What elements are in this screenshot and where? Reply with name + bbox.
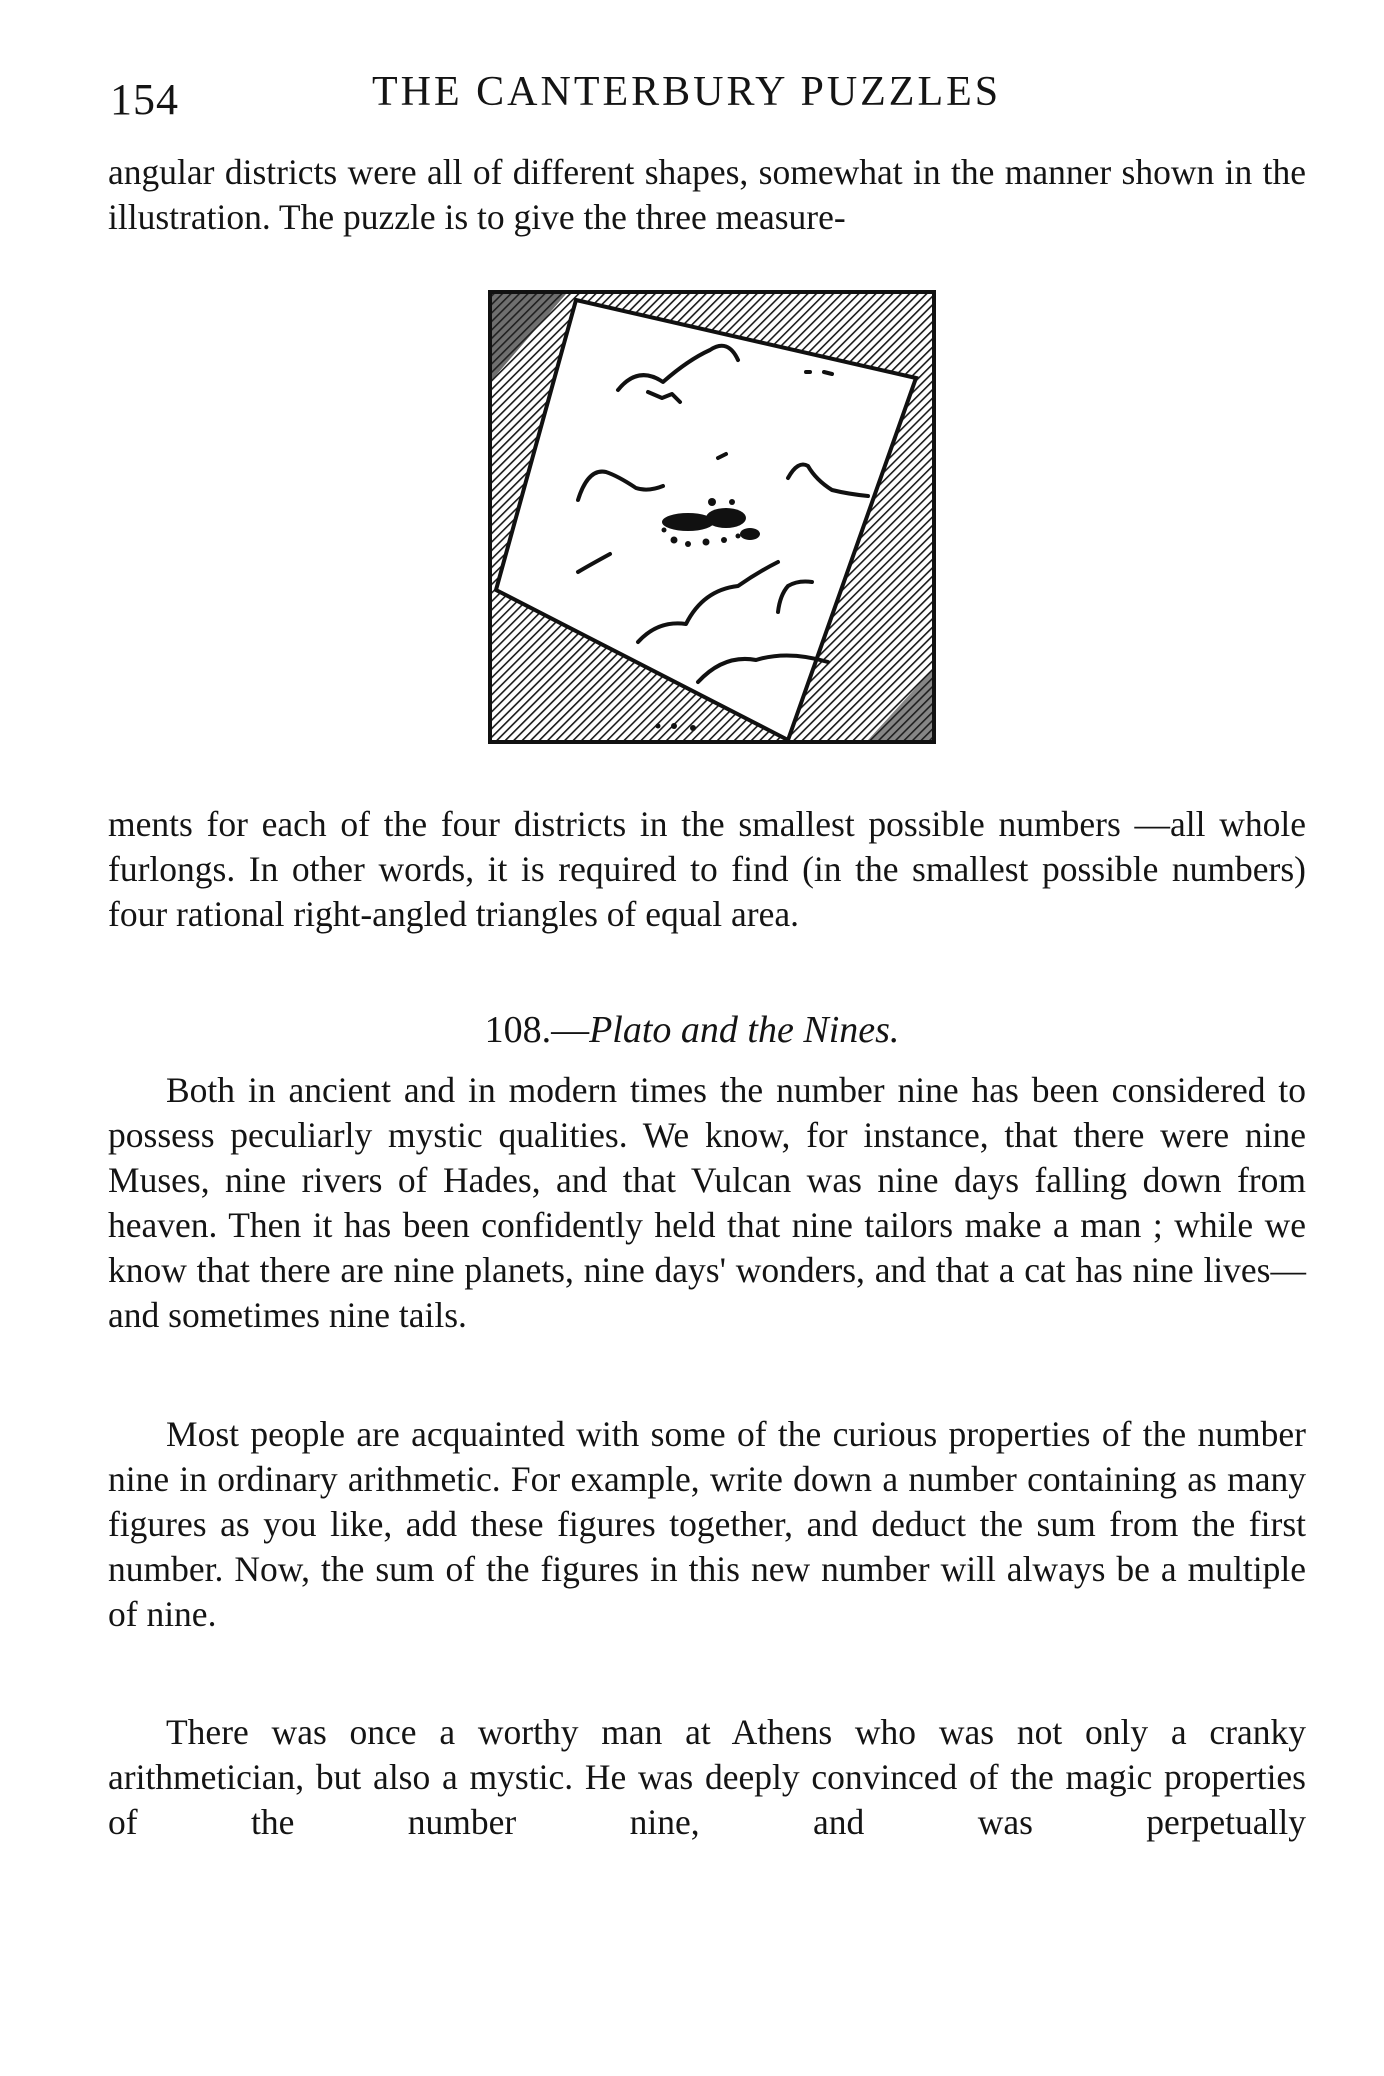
page-number: 154 — [110, 75, 179, 124]
section-title: Plato and the Nines. — [589, 1009, 900, 1051]
paragraph-athens-man: There was once a worthy man at Athens who was not only a cranky arithmetician, but also a mystic. He was deeply convinced of the magic properties of the number nine, and was perpetually — [108, 1712, 1306, 1842]
map-illustration-icon — [488, 290, 936, 744]
paragraph-nines-intro: Both in ancient and in modern times the number nine has been considered to possess peculiarly mystic qualities. We know, for instance, that there were nine Muses, nine rivers of Hades, and that Vulcan was nine days falling down from heaven. Then it has been confidently held that nine tailors make a man ; while we know that there are nine planets, nine days' wonders, and that a cat has nine lives—and sometimes nine tails. — [108, 1070, 1306, 1335]
paragraph-continuation: angular districts were all of different shapes, somewhat in the manner shown in the illustration. The puzzle is to give the three measure- — [108, 152, 1306, 237]
paragraph-puzzle-statement: ments for each of the four districts in the smallest possible numbers —all whole furlongs. In other words, it is required to find (in the smallest possible numbers) four rational right-angled triangles of equal area. — [108, 804, 1306, 934]
section-number: 108.— — [484, 1009, 590, 1051]
running-title: THE CANTERBURY PUZZLES — [372, 69, 1002, 115]
section-heading — [0, 1008, 1384, 1052]
paragraph-nines-properties: Most people are acquainted with some of the curious properties of the number nine in ordinary arithmetic. For example, write down a number containing as many figures as you like, add these figures together, and deduct the sum from the first number. Now, the sum of the figures in this new number will always be a multiple of nine. — [108, 1414, 1306, 1634]
page-header — [110, 68, 1300, 128]
